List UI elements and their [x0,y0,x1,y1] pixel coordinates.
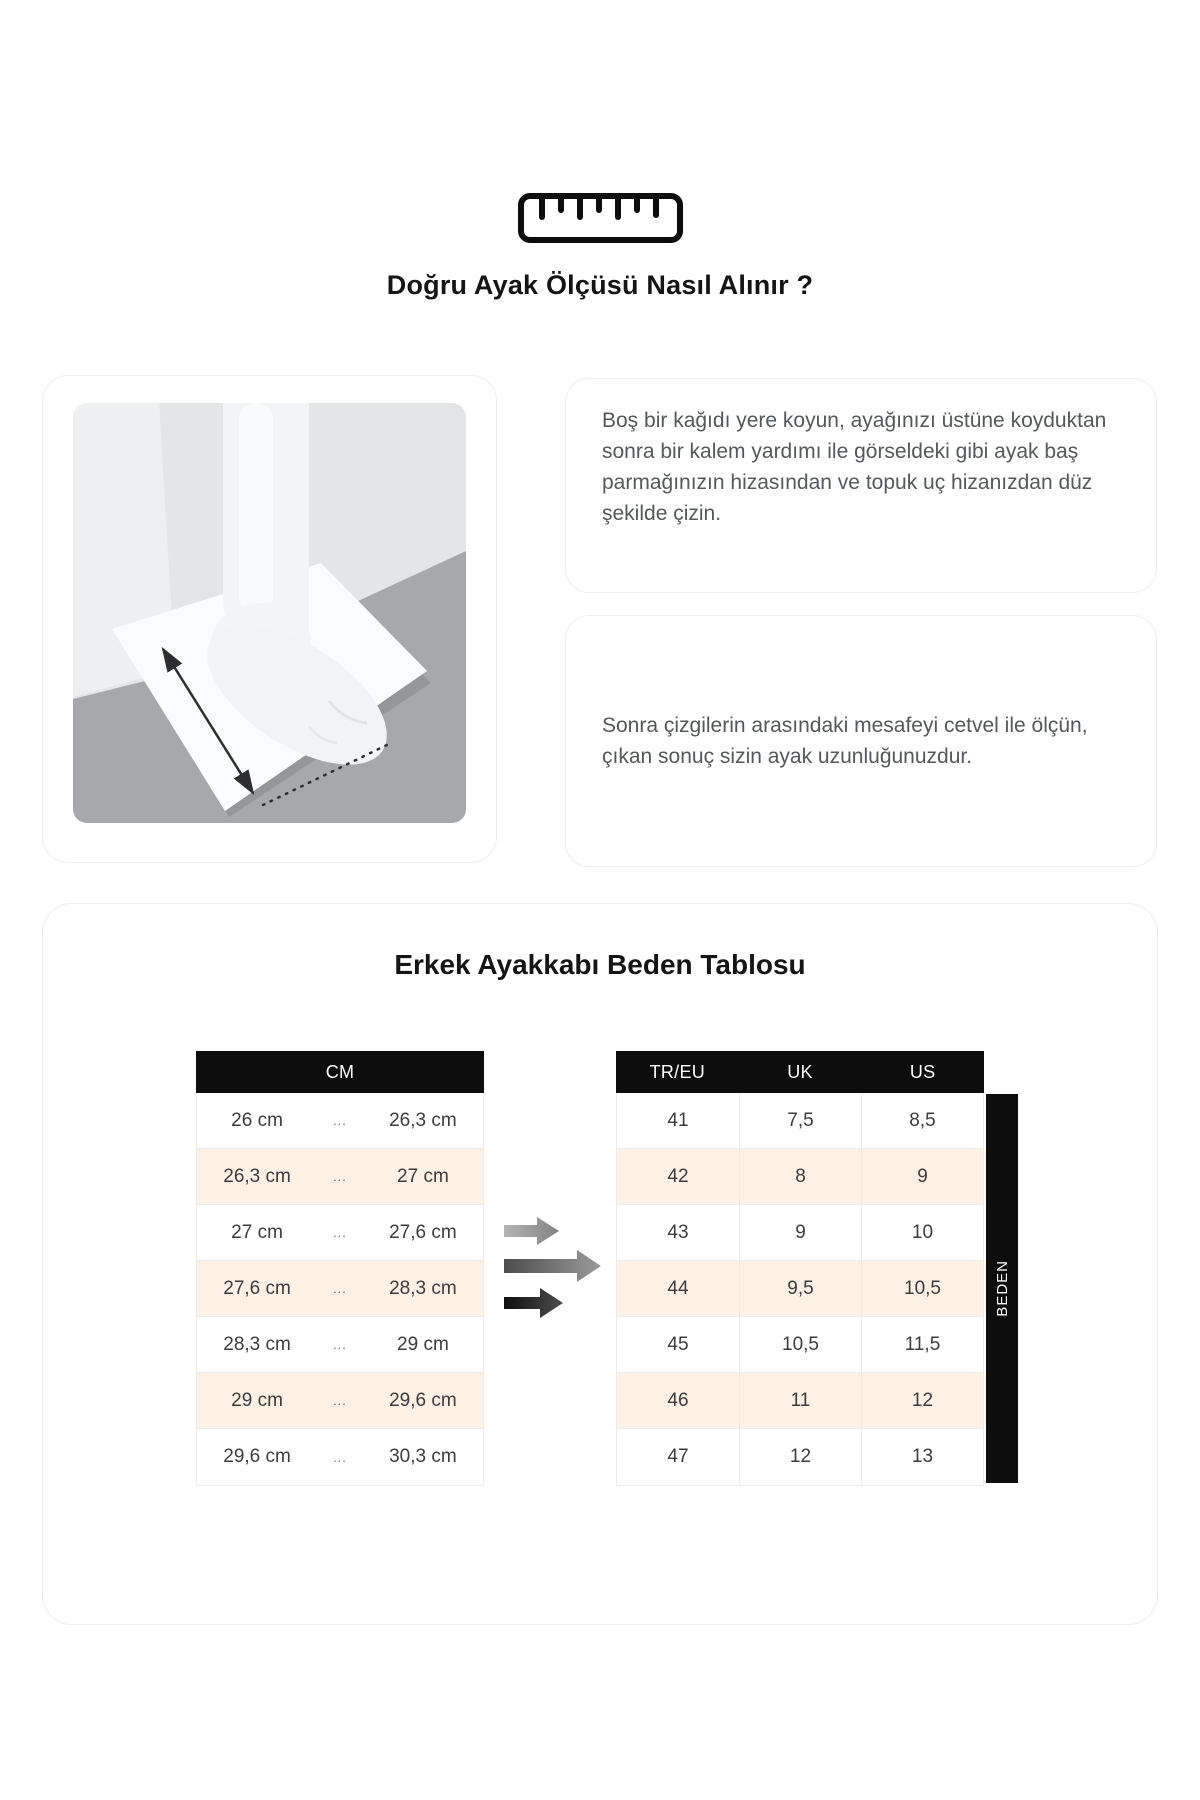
table-cell: 43 [667,1221,689,1243]
table-cell: 10 [861,1205,983,1260]
table-cell: 12 [861,1373,983,1428]
table-cell: ... [333,1393,347,1408]
table-cell: 10,5 [861,1261,983,1316]
cm-header-label: CM [325,1061,355,1082]
ruler-icon [0,193,1200,248]
size-table-card [42,903,1158,1625]
table-cell: 26,3 cm [389,1109,457,1131]
table-cell: ... [333,1281,347,1296]
table-cell: 11,5 [861,1317,983,1372]
step-card-2 [565,615,1157,867]
table-cell: 10,5 [739,1317,861,1372]
table-cell: 28,3 cm [389,1277,457,1299]
table-cell: 27,6 cm [223,1277,291,1299]
table-cell: 27 cm [397,1165,449,1187]
table-cell: 12 [739,1429,861,1485]
table-cell: 46 [667,1389,689,1411]
table-cell: 27,6 cm [389,1221,457,1243]
foot-measurement-photo [73,403,466,823]
table-cell: 29,6 cm [389,1389,457,1411]
table-cell: ... [333,1337,347,1352]
table-cell: 26 cm [231,1109,283,1131]
table-row [197,1205,483,1261]
table-row [197,1261,483,1317]
table-row [617,1205,983,1261]
header-uk: UK [787,1061,813,1082]
table-cell: 44 [667,1277,689,1299]
table-cell: 41 [667,1109,689,1131]
step-1-text: Boş bir kağıdı yere koyun, ayağınızı üstüne koyduktan sonra bir kalem yardımı ile görseldeki gibi ayak baş parmağınızın hizasından ve topuk uç hizanızdan düz şekilde çizin. [602,409,1107,525]
table-cell: 9,5 [739,1261,861,1316]
table-row [617,1373,983,1429]
step-card-1 [565,378,1157,593]
table-row [197,1149,483,1205]
table-cell: ... [333,1225,347,1240]
table-cell: 28,3 cm [223,1333,291,1355]
table-row [617,1261,983,1317]
table-cell: 45 [667,1333,689,1355]
table-cell: 47 [667,1446,689,1467]
header-tr-eu: TR/EU [649,1061,706,1082]
table-row [197,1093,483,1149]
table-cell: ... [333,1449,347,1465]
transfer-arrows-icon [504,1217,604,1319]
beden-label: BEDEN [993,1260,1011,1317]
table-row [617,1149,983,1205]
step-2-text: Sonra çizgilerin arasındaki mesafeyi cetvel ile ölçün, çıkan sonuç sizin ayak uzunluğunuzdur. [602,714,1088,768]
table-row [197,1317,483,1373]
table-cell: 27 cm [231,1221,283,1243]
beden-bar [986,1094,1018,1483]
cm-table-header [196,1051,484,1093]
table-row [197,1429,483,1485]
cm-table-body [196,1093,484,1486]
header-us: US [909,1061,936,1082]
table-row [617,1093,983,1149]
table-cell: 42 [667,1165,689,1187]
table-cell: ... [333,1113,347,1128]
photo-card [42,375,497,863]
table-row [617,1317,983,1373]
intl-size-table-header [616,1051,984,1093]
table-cell: 8 [739,1149,861,1204]
table-cell: 8,5 [861,1093,983,1148]
table-row [197,1373,483,1429]
table-row [617,1429,983,1485]
table-cell: 29 cm [397,1333,449,1355]
table-cell: 9 [739,1205,861,1260]
table-cell: 29,6 cm [223,1446,291,1467]
table-cell: 30,3 cm [389,1446,457,1467]
size-table-title: Erkek Ayakkabı Beden Tablosu [394,949,806,980]
table-cell: ... [333,1169,347,1184]
table-cell: 11 [739,1373,861,1428]
table-cell: 29 cm [231,1389,283,1411]
table-cell: 13 [861,1429,983,1485]
howto-title: Doğru Ayak Ölçüsü Nasıl Alınır ? [386,270,814,300]
table-cell: 26,3 cm [223,1165,291,1187]
table-cell: 7,5 [739,1093,861,1148]
intl-size-table [616,1051,984,1486]
intl-size-table-body [616,1093,984,1486]
table-cell: 9 [861,1149,983,1204]
cm-table [196,1051,484,1486]
